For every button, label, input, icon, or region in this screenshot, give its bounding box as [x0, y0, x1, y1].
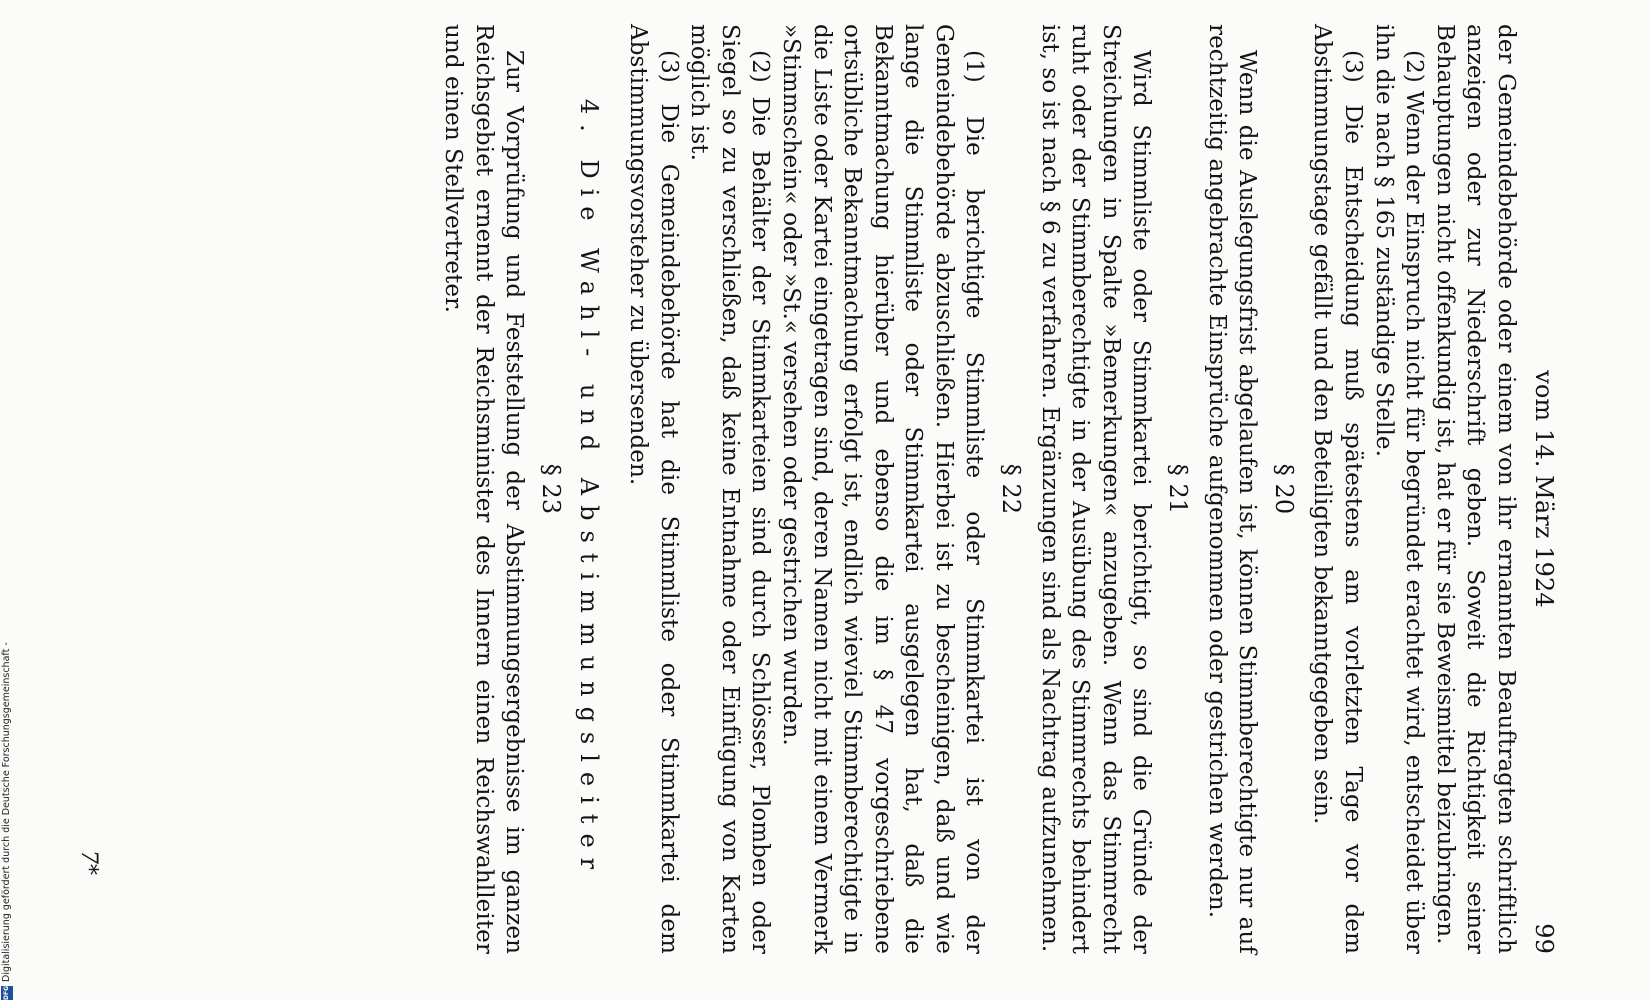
paragraph-2: (2) Wenn der Einspruch nicht für begründet erachtet wird, entscheidet über ihn die nach § 165 zuständige Stelle.	[1370, 24, 1428, 954]
dfg-logo-icon: DFG	[1, 986, 13, 1000]
section-22-heading: § 22	[997, 463, 1026, 515]
section-22-paragraph-2: (2) Die Behälter der Stimmkarteien sind durch Schlösser, Plomben oder Siegel so zu verschließen, daß keine Entnahme oder Einfügung von Karten möglich ist.	[686, 24, 774, 954]
page-content	[437, 24, 1559, 954]
signature-mark: 7*	[76, 850, 101, 875]
section-23-heading: § 23	[536, 463, 565, 515]
section-20-text: Wenn die Auslegungsfrist abgelaufen ist, können Stimmberechtigte nur auf rechtzeitig angebrachte Einsprüche aufgenommen oder gestrichen werden.	[1203, 24, 1261, 954]
paragraph-continuation: der Gemeindebehörde oder einem von ihr ernannten Beauftragten schriftlich anzeigen oder zur Niederschrift geben. Soweit die Richtigkeit seiner Behauptungen nicht offenkundig ist, hat er für sie Beweismittel beizubringen.	[1431, 24, 1519, 954]
section-23-text: Zur Vorprüfung und Feststellung der Abstimmungsergebnisse im ganzen Reichsgebiet ernennt der Reichsminister des Innern einen Reichswahlleiter und einen Stellvertreter.	[440, 24, 528, 954]
section-21-text: Wird Stimmliste oder Stimmkartei berichtigt, so sind die Gründe der Streichungen in Spalte »Bemerkungen« anzugeben. Wenn das Stimmrecht ruht oder der Stimmberechtigte in der Ausübung des Stimmrechts behindert ist, so ist nach § 6 zu verfahren. Ergänzungen sind als Nachtrag aufzunehmen.	[1036, 24, 1155, 954]
chapter-4-heading: 4. Die Wahl- und Abstimmungsleiter	[575, 98, 604, 880]
page-number: 99	[1530, 923, 1558, 954]
paragraph-3: (3) Die Entscheidung muß spätestens am vorletzten Tage vor dem Abstimmungstage gefällt und den Beteiligten bekanntgegeben sein.	[1309, 24, 1367, 954]
section-22-paragraph-3: (3) Die Gemeindebehörde hat die Stimmliste oder Stimmkartei dem Abstimmungsvorsteher zu übersenden.	[624, 24, 682, 954]
running-title: vom 14. März 1924	[1530, 370, 1558, 608]
digitization-credit	[0, 0, 14, 1000]
running-head	[1525, 24, 1559, 954]
section-20-heading: § 20	[1269, 463, 1298, 515]
section-22-paragraph-1: (1) Die berichtigte Stimmliste oder Stimmkartei ist von der Gemeindebehörde abzuschließen. Hierbei ist zu bescheinigen, daß und wie lange die Stimmliste oder Stimmkartei ausgelegen hat, daß die Bekanntmachung hierüber und ebenso die im § 47 vorgeschriebene ortsübliche Bekanntmachung erfolgt ist, endlich wieviel Stimmberechtigte in die Liste oder Kartei eingetragen sind, deren Namen nicht mit einem Vermerk »Stimmschein« oder »St.« versehen oder gestrichen wurden.	[777, 24, 988, 954]
credit-text: Digitalisierung gefördert durch die Deutsche Forschungsgemeinschaft -	[1, 642, 12, 982]
section-21-heading: § 21	[1164, 463, 1193, 515]
